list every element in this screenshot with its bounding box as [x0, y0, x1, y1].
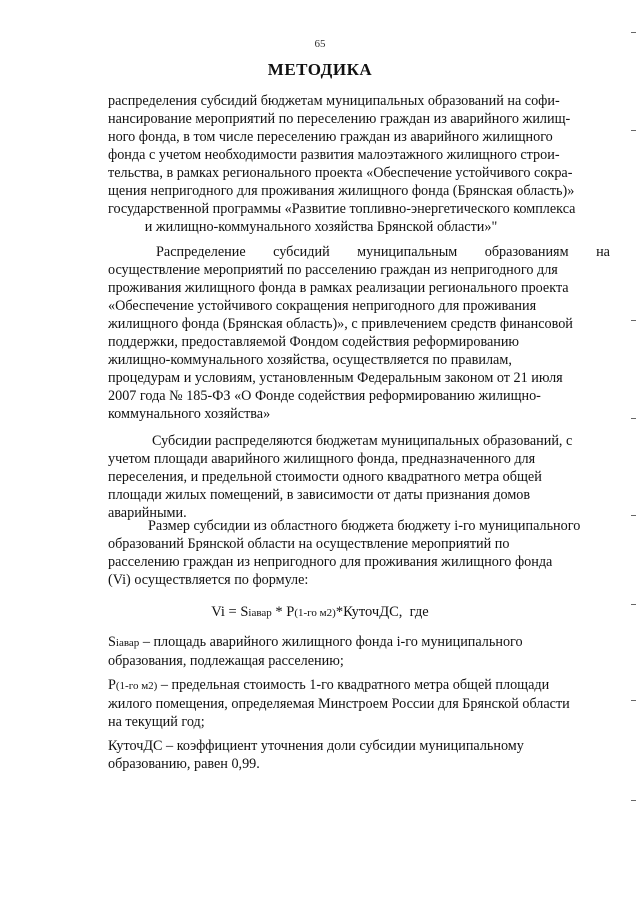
scan-edge-mark [631, 320, 636, 321]
title-subheading [108, 92, 576, 236]
page-number: 65 [314, 38, 326, 50]
paragraph-line: Распределение субсидий муниципальным образованиям на [156, 244, 610, 260]
subsidy-formula: Vi = Siавар * P(1-го м2)*КуточДС, где [211, 604, 429, 620]
paragraph-line: образований Брянской области на осуществление мероприятий по [108, 536, 510, 552]
paragraph-line: аварийными. [108, 505, 187, 521]
intro-line: и жилищно-коммунального хозяйства Брянской области»" [144, 219, 498, 235]
paragraph-line: «Обеспечение устойчивого сокращения непригодного для проживания [108, 298, 537, 314]
document-title: МЕТОДИКА [267, 60, 373, 79]
paragraph-line: (Vi) осуществляется по формуле: [108, 572, 309, 588]
formula-definitions [108, 633, 610, 779]
paragraph-line: проживания жилищного фонда в рамках реализации регионального проекта [108, 280, 569, 296]
scan-edge-mark [631, 700, 636, 701]
definition-s: Siавар – площадь аварийного жилищного фонда i-го муниципального образования, подлежащая расселению; [108, 634, 523, 669]
paragraph-subsidies [108, 432, 610, 522]
paragraph-line: переселения, и предельной стоимости одного квадратного метра общей [108, 469, 542, 485]
intro-line: щения непригодного для проживания жилищного фонда (Брянская область)» [108, 183, 575, 199]
paragraph-line: процедурам и условиям, установленным Федеральным законом от 21 июля [108, 370, 563, 386]
paragraph-line: Субсидии распределяются бюджетам муниципальных образований, с [152, 433, 573, 449]
scan-edge-mark [631, 130, 636, 131]
paragraph-line: учетом площади аварийного жилищного фонда, предназначенного для [108, 451, 536, 467]
paragraph-line: 2007 года № 185-ФЗ «О Фонде содействия реформированию жилищно- [108, 388, 541, 404]
intro-line: государственной программы «Развитие топливно-энергетического комплекса [108, 201, 576, 217]
intro-line: фонда с учетом необходимости развития малоэтажного жилищного строи- [108, 147, 560, 163]
intro-line: нансирование мероприятий по переселению граждан из аварийного жилищ- [108, 111, 571, 127]
definition-k: КуточДС – коэффициент уточнения доли субсидии муниципальному образованию, равен 0,99. [108, 738, 524, 772]
scan-edge-mark [631, 604, 636, 605]
paragraph-line: осуществление мероприятий по расселению граждан из непригодного для [108, 262, 558, 278]
intro-line: ного фонда, в том числе переселению граждан из аварийного жилищного [108, 129, 553, 145]
scan-edge-mark [631, 32, 636, 33]
scan-edge-mark [631, 418, 636, 419]
definition-p: P(1-го м2) – предельная стоимость 1-го квадратного метра общей площади жилого помещения, определяемая Минстроем России для Брянской области на текущий год; [108, 677, 570, 730]
scan-edge-mark [631, 515, 636, 516]
paragraph-line: поддержки, предоставляемой Фондом содействия реформированию [108, 334, 520, 350]
paragraph-distribution [108, 243, 610, 423]
intro-line: тельства, в рамках регионального проекта «Обеспечение устойчивого сокра- [108, 165, 573, 181]
paragraph-line: расселению граждан из непригодного для проживания жилищного фонда [108, 554, 553, 570]
paragraph-line: площади жилых помещений, в зависимости от даты признания домов [108, 487, 531, 503]
paragraph-line: Размер субсидии из областного бюджета бюджету i-го муниципального [148, 518, 581, 534]
intro-line: распределения субсидий бюджетам муниципальных образований на софи- [108, 93, 560, 109]
scan-edge-mark [631, 800, 636, 801]
paragraph-line: жилищного фонда (Брянская область)», с привлечением средств финансовой [108, 316, 573, 332]
paragraph-line: коммунального хозяйства» [108, 406, 271, 422]
paragraph-subsidy-size [108, 517, 610, 589]
paragraph-line: жилищно-коммунального хозяйства, осуществляется по правилам, [108, 352, 512, 368]
